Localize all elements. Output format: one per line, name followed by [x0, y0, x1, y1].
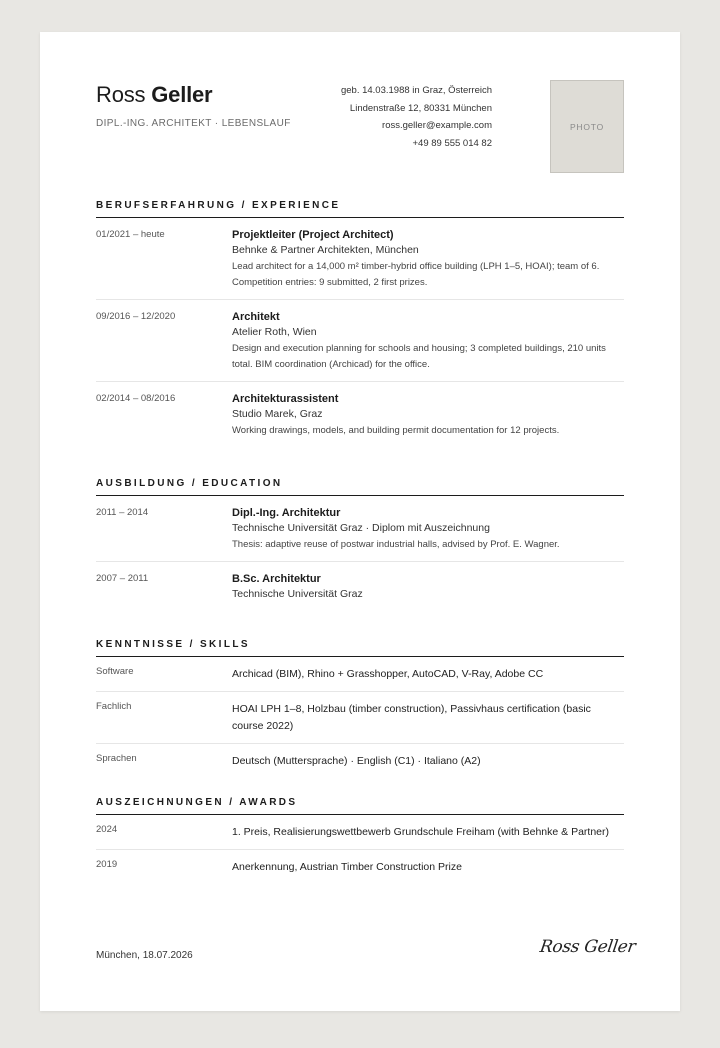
- photo-placeholder: PHOTO: [550, 80, 624, 173]
- award-text: 1. Preis, Realisierungswettbewerb Grundschule Freiham (with Behnke & Partner): [232, 826, 610, 838]
- phone: +49 89 555 014 82: [412, 137, 492, 149]
- signature: Ross Geller: [538, 937, 637, 957]
- address: Lindenstraße 12, 80331 München: [349, 102, 492, 114]
- skill-row: [96, 744, 624, 778]
- entry-role: Architekturassistent: [232, 393, 339, 405]
- skill-value: Archicad (BIM), Rhino + Grasshopper, AutoCAD, V-Ray, Adobe CC: [232, 668, 544, 680]
- section-title: BERUFSERFAHRUNG / EXPERIENCE: [96, 200, 624, 218]
- skill-label: Software: [96, 666, 134, 677]
- section-experience: [96, 200, 624, 447]
- award-row: [96, 850, 624, 884]
- experience-entry: [96, 218, 624, 300]
- section-title: AUSBILDUNG / EDUCATION: [96, 478, 624, 496]
- first-name: Ross: [96, 82, 146, 107]
- cv-page: [40, 32, 680, 1011]
- birth-info: geb. 14.03.1988 in Graz, Österreich: [340, 85, 492, 96]
- award-row: [96, 815, 624, 850]
- cv-header: [96, 80, 624, 180]
- award-text: Anerkennung, Austrian Timber Construction Prize: [232, 861, 462, 873]
- section-title: AUSZEICHNUNGEN / AWARDS: [96, 797, 624, 815]
- entry-date: 2007 – 2011: [96, 573, 149, 584]
- skill-row: [96, 692, 624, 744]
- entry-desc: Design and execution planning for schools and housing; 3 completed buildings, 210 units total. BIM coordination (Archicad) for the office.: [232, 343, 606, 370]
- experience-entry: [96, 382, 624, 447]
- section-title: KENNTNISSE / SKILLS: [96, 639, 624, 657]
- experience-entry: [96, 300, 624, 382]
- entry-date: 09/2016 – 12/2020: [96, 311, 176, 322]
- entry-degree: B.Sc. Architektur: [232, 573, 321, 585]
- award-year: 2024: [96, 824, 118, 835]
- skill-value: HOAI LPH 1–8, Holzbau (timber construction), Passivhaus certification (basic course 2022): [232, 703, 591, 732]
- entry-role: Architekt: [232, 311, 280, 323]
- entry-desc: Working drawings, models, and building permit documentation for 12 projects.: [232, 425, 560, 436]
- entry-role: Projektleiter (Project Architect): [232, 229, 394, 241]
- entry-desc: Lead architect for a 14,000 m² timber-hybrid office building (LPH 1–5, HOAI); team of 6. Competition entries: 9 submitted, 2 first prizes.: [232, 261, 600, 288]
- contact-block: [341, 82, 492, 152]
- entry-school: Technische Universität Graz: [232, 588, 363, 600]
- entry-desc: Thesis: adaptive reuse of postwar industrial halls, advised by Prof. E. Wagner.: [232, 539, 560, 550]
- entry-date: 2011 – 2014: [96, 507, 149, 518]
- education-entry: [96, 496, 624, 562]
- skill-row: [96, 657, 624, 692]
- entry-date: 01/2021 – heute: [96, 229, 165, 240]
- award-year: 2019: [96, 859, 118, 870]
- entry-degree: Dipl.-Ing. Architektur: [232, 507, 341, 519]
- cv-subtitle: DIPL.-ING. ARCHITEKT · LEBENSLAUF: [96, 118, 291, 129]
- education-entry: [96, 562, 624, 611]
- entry-org: Behnke & Partner Architekten, München: [232, 244, 419, 256]
- place-date: München, 18.07.2026: [96, 950, 193, 961]
- section-skills: [96, 639, 624, 778]
- section-awards: [96, 797, 624, 884]
- entry-school: Technische Universität Graz · Diplom mit Auszeichnung: [232, 522, 490, 534]
- last-name: Geller: [151, 82, 213, 107]
- skill-value: Deutsch (Muttersprache) · English (C1) · Italiano (A2): [232, 755, 481, 767]
- email: ross.geller@example.com: [382, 120, 492, 131]
- section-education: [96, 478, 624, 611]
- entry-org: Studio Marek, Graz: [232, 408, 323, 420]
- person-name: [96, 82, 212, 108]
- entry-org: Atelier Roth, Wien: [232, 326, 317, 338]
- skill-label: Fachlich: [96, 701, 132, 712]
- entry-date: 02/2014 – 08/2016: [96, 393, 176, 404]
- skill-label: Sprachen: [96, 753, 137, 764]
